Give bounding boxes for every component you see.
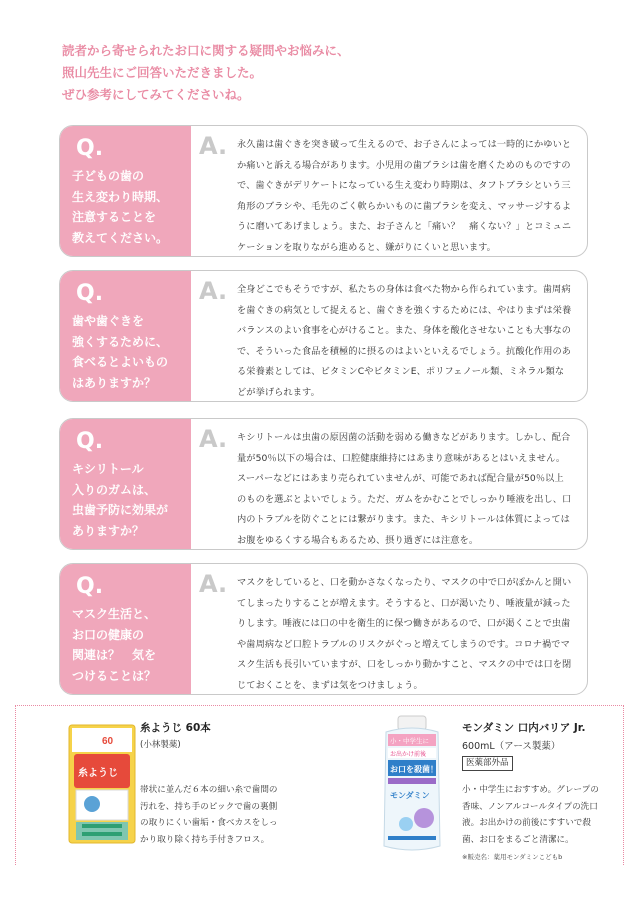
q-mark: Q. — [76, 136, 104, 161]
question-text: 子どもの歯の 生え変わり時期、 注意することを 教えてください。 — [72, 169, 169, 245]
answer-panel — [191, 419, 587, 549]
question-panel — [60, 419, 191, 549]
bottle-brand: モンダミン — [390, 791, 430, 800]
answer-text: 全身どこでもそうですが、私たちの身体は食べた物から作られています。歯周病を歯ぐきの病気として捉えると、歯ぐきを強くするためには、やはりまずは栄養バランスのよい食事を心がけること。また、身体を酸化させないことも大事なので、そういった食品を積極的に摂るのはよいといえるでしょう。抗酸化作用のある栄養素としては、ビタミンCやビタミンE、ポリフェノール類、ミネラル類などが挙げられます。 — [237, 284, 572, 398]
qa-card-2 — [59, 270, 588, 402]
intro-line-3: ぜひ参考にしてみてくださいね。 — [62, 87, 250, 102]
question-panel — [60, 271, 191, 401]
a-mark: A. — [199, 132, 228, 160]
intro-line-2: 照山先生にご回答いただきました。 — [62, 65, 263, 80]
question-text: 歯や歯ぐきを 強くするために、 食べるとよいもの はありますか？ — [72, 314, 169, 390]
answer-text: キシリトールは虫歯の原因菌の活動を弱める働きなどがあります。しかし、配合量が50％以下の場合は、口腔健康維持にはあまり意味があるとはいえません。スーパーなどにはあまり売られていませんが、可能であれば配合量が50％以上のものを選ぶとよいでしょう。ただ、ガムをかむことでしっかり唾液を出し、口内のトラブルを防ぐことには繋がります。また、キシリトールは体質によってはお腹をゆるくする場合もあるため、摂り過ぎには注意を。 — [237, 432, 572, 546]
desc-line: 液。お出かけの前後にすすいで殺 — [462, 818, 591, 828]
floss-package-image — [68, 724, 136, 844]
answer-panel — [191, 126, 587, 256]
q-mark: Q. — [76, 281, 104, 306]
bottle-label-top: 小・中学生に — [390, 737, 429, 745]
product-volume-mouthwash: 600mL（アース製薬） — [462, 741, 561, 752]
quasi-drug-badge: 医薬部外品 — [462, 756, 513, 771]
answer-panel — [191, 564, 587, 694]
desc-line: 汚れを、持ち手のピックで歯の裏側 — [140, 801, 278, 812]
desc-line: 香味、ノンアルコールタイプの洗口 — [462, 801, 598, 812]
product-desc-floss — [140, 782, 310, 848]
bottle-label-sub: お出かけ前後 — [390, 751, 427, 758]
question-text: マスク生活と、 お口の健康の 関連は？ 気を つけることは？ — [72, 607, 157, 683]
product-desc-mouthwash — [462, 782, 622, 848]
answer-text: 永久歯は歯ぐきを突き破って生えるので、お子さんによっては一時的にかゆいとか痛いと訴える場合があります。小児用の歯ブラシは歯を磨くためのものですので、歯ぐきがデリケートになっている生え変わり時期は、タフトブラシという三角形のブラシや、毛先のごく軟らかいものに歯ブラシを変え、マッサージするように磨いてあげましょう。また、お子さんと「痛い？ 痛くない？」とコミュニケーションを取りながら進めると、嫌がりにくいと思います。 — [237, 139, 572, 253]
question-panel — [60, 126, 191, 256]
desc-line: の取りにくい歯垢・食べカスをしっ — [140, 818, 278, 828]
product-name-mouthwash: モンダミン 口内バリア Jr. — [462, 722, 586, 734]
qa-card-4 — [59, 563, 588, 695]
desc-line: かり取り除く持ち手付きフロス。 — [140, 834, 270, 845]
desc-line: 菌、お口をまるごと清潔に。 — [462, 834, 574, 845]
product-maker-floss: (小林製薬) — [140, 740, 181, 750]
qa-card-3 — [59, 418, 588, 550]
q-mark: Q. — [76, 429, 104, 454]
product-name-floss: 糸ようじ 60本 — [140, 722, 211, 734]
qa-card-1 — [59, 125, 588, 257]
a-mark: A. — [199, 277, 228, 305]
question-panel — [60, 564, 191, 694]
package-logo: 糸ようじ — [78, 768, 118, 779]
intro-line-1: 読者から寄せられたお口に関する疑問やお悩みに、 — [62, 43, 350, 58]
answer-text: マスクをしていると、口を動かさなくなったり、マスクの中で口がぽかんと開いてしまったりすることが増えます。そうすると、口が渇いたり、唾液量が減ったりします。唾液には口の中を衛生的に保つ働きがあるので、口が渇くことで虫歯や歯周病など口腔トラブルのリスクがぐっと増えてしまうのです。コロナ禍でマスク生活も長引いていますが、口をしっかり動かすこと、マスクの中では口を閉じておくことを、まずは気をつけましょう。 — [237, 577, 572, 691]
answer-panel — [191, 271, 587, 401]
a-mark: A. — [199, 425, 228, 453]
package-count: 60 — [102, 736, 114, 747]
product-section — [15, 705, 624, 865]
mouthwash-bottle-image — [376, 714, 448, 856]
q-mark: Q. — [76, 574, 104, 599]
intro-text — [62, 40, 562, 106]
sales-name-note: ※販売名：薬用モンダミンこどもb — [462, 853, 563, 861]
desc-line: 帯状に並んだ６本の細い糸で歯間の — [140, 785, 278, 795]
question-text: キシリトール 入りのガムは、 虫歯予防に効果が ありますか？ — [72, 462, 169, 538]
a-mark: A. — [199, 570, 228, 598]
bottle-label-main: お口を殺菌！ — [390, 765, 438, 774]
desc-line: 小・中学生におすすめ。グレープの — [462, 785, 599, 795]
